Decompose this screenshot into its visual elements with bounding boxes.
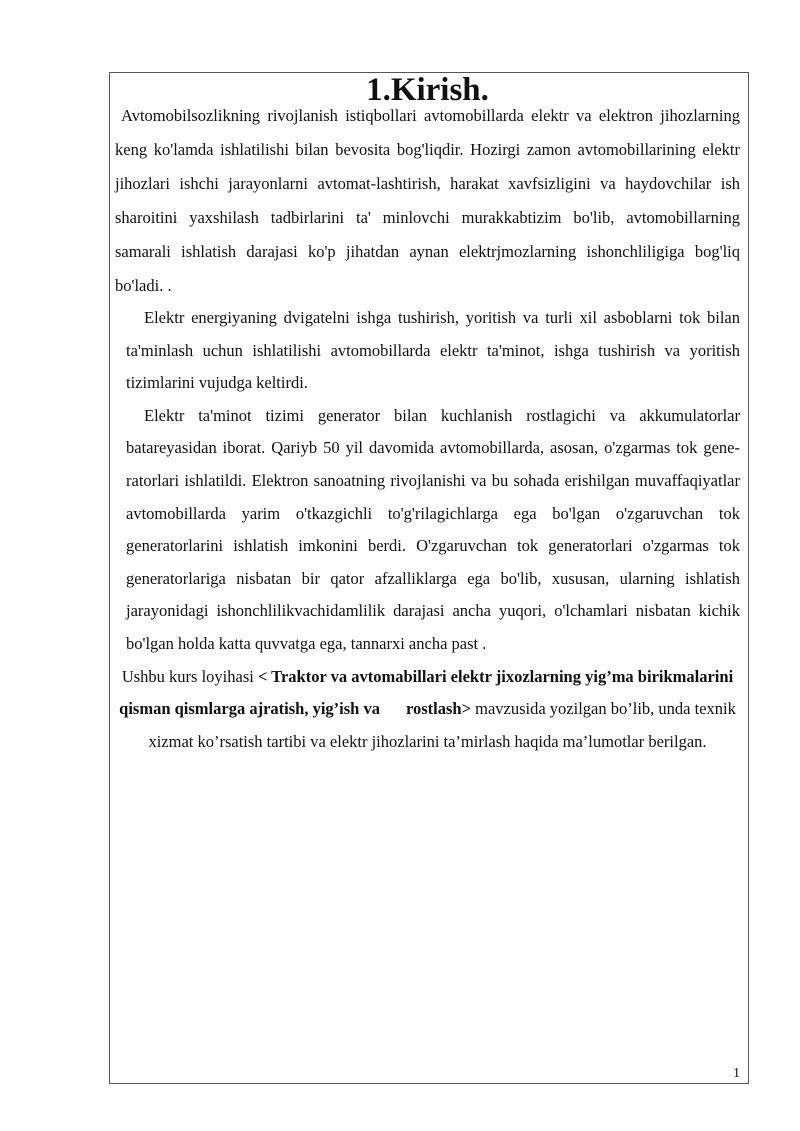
course-project-lead: Ushbu kurs loyihasi xyxy=(121,666,258,686)
course-project-topic: < Traktor va avtomabillari elektr jixozlarning yig’ma birikmalarini qisman qismlarga ajratish, yig’ish va xyxy=(119,666,734,719)
paragraph-course-project xyxy=(115,661,740,759)
paragraph-power-supply: Elektr ta'minot tizimi generator bilan kuchlanish rostlagichi va akkumulatorlar batareyasidan iborat. Qariyb 50 yil davomida avtomobillarda, asosan, o'zgarmas tok gene-ratorlari ishlatildi. Elektron sanoatning rivojlanishi va bu sohada erishilgan muvaffaqiyatlar avtomobillarda yarim o'tkazgichli to'g'rilagichlarga ega bo'lgan o'zgaruvchan tok generatorlarini ishlatish imkonini berdi. O'zgaruvchan tok generatorlari o'zgarmas tok generatorlariga nisbatan bir qator afzalliklarga ega bo'lib, xususan, ularning ishlatish jarayonidagi ishonchlilikvachidamlilik darajasi ancha yuqori, o'lchamlari nisbatan kichik bo'lgan holda katta quvvatga ega, tannarxi ancha past . xyxy=(126,405,740,653)
course-project-tail: mavzusida yozilgan bo’lib, unda texnik xizmat ko’rsatish tartibi va elektr jihozlarini ta’mirlash haqida ma’lumotlar berilgan. xyxy=(148,699,736,751)
section-heading: 1.Kirish. xyxy=(366,72,489,108)
document-body xyxy=(115,72,740,758)
paragraph-intro: Avtomobilsozlikning rivojlanish istiqbollari avtomobillarda elektr va elektron jihozlarning keng ko'lamda ishlatilishi bilan bevosita bog'liqdir. Hozirgi zamon avtomobillarining elektr jihozlari ishchi jarayonlarni avtomat-lashtirish, harakat xavfsizligini va haydovchilar ish sharoitini yaxshilash tadbirlarini ta' minlovchi murakkabtizim bo'lib, avtomobillarning samarali ishlatish darajasi ko'p jihatdan aynan elektrjmozlarning ishonchliligiga bog'liq bo'ladi. . xyxy=(115,106,740,295)
paragraph-energy: Elektr energiyaning dvigatelni ishga tushirish, yoritish va turli xil asboblarni tok bilan ta'minlash uchun ishlatilishi avtomobillarda elektr ta'minot, ishga tushirish va yoritish tizimlarini vujudga keltirdi. xyxy=(126,308,740,393)
page-frame xyxy=(109,72,749,1084)
course-project-topic-end: rostlash> xyxy=(405,699,471,719)
page-number: 1 xyxy=(733,1066,740,1081)
